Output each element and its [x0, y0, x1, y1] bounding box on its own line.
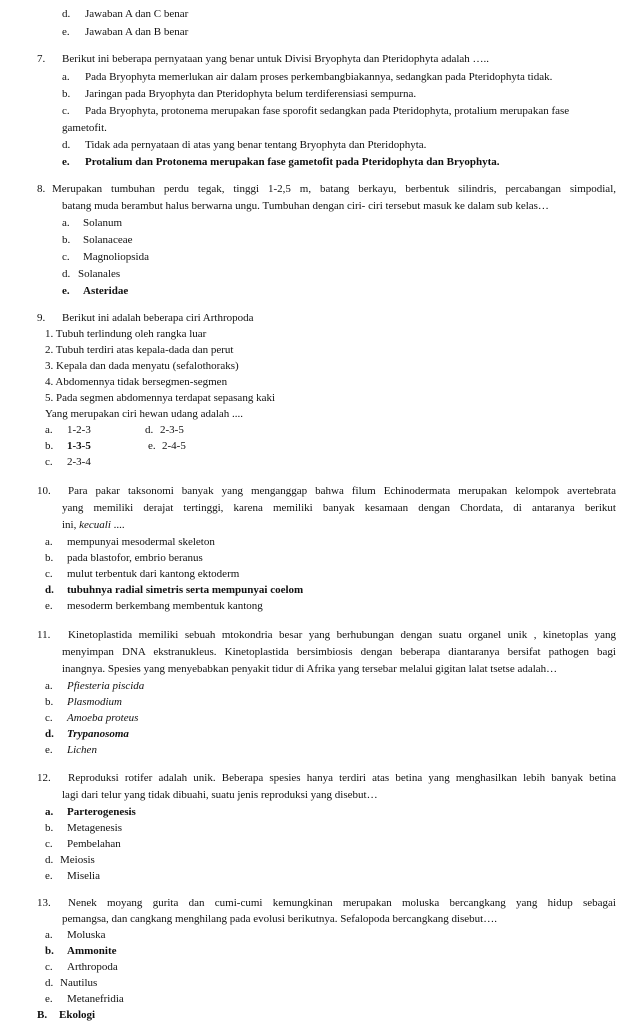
q11-option-e: e. Lichen [45, 744, 97, 756]
q13-option-e: e. Metanefridia [45, 993, 124, 1005]
q10-option-c: c. mulut terbentuk dari kantong ektoderm [45, 568, 240, 580]
q9-stem: Berikut ini adalah beberapa ciri Arthropoda [62, 312, 254, 324]
q8-stem-line2: batang muda berambut halus berwarna ungu. Tumbuhan dengan ciri- ciri tersebut masuk ke dalam sub kelas… [62, 200, 549, 212]
q7-option-c: c. Pada Bryophyta, protonema merupakan fase sporofit sedangkan pada Pteridophyta, protalium merupakan fase [62, 105, 570, 117]
q8-number: 8. [37, 183, 46, 195]
q6-option-e: e. Jawaban A dan B benar [62, 26, 189, 38]
q10-number: 10. [37, 485, 51, 497]
q9-item: 3. Kepala dan dada menyatu (sefalothoraks) [45, 360, 239, 372]
q7-stem: Berikut ini beberapa pernyataan yang benar untuk Divisi Bryophyta dan Pteridophyta adalah ….. [62, 53, 490, 65]
q10-option-b: b. pada blastofor, embrio beranus [45, 552, 203, 564]
q11-option-b: b. Plasmodium [45, 696, 122, 708]
q8-option-e: e. Asteridae [62, 285, 129, 297]
q9-item: 5. Pada segmen abdomennya terdapat sepasang kaki [45, 392, 276, 404]
q13-stem-line1: Nenek moyang gurita dan cumi-cumi kemungkinan merupakan moluska bercangkang yang hidup sebagai [68, 897, 616, 909]
q11-number: 11. [37, 629, 51, 641]
q9-option-a: a. 1-2-3 [45, 424, 91, 436]
q11-option-c: c. Amoeba proteus [45, 712, 139, 724]
q9-option-d: d. 2-3-5 [145, 424, 184, 436]
q12-option-c: c. Pembelahan [45, 838, 121, 850]
q12-stem-line2: lagi dari telur yang tidak dibuahi, suatu jenis reproduksi yang disebut… [62, 789, 378, 801]
q6-option-d: d. Jawaban A dan C benar [62, 8, 189, 20]
q9-option-b: b. 1-3-5 [45, 440, 91, 452]
q9-item: 2. Tubuh terdiri atas kepala-dada dan perut [45, 344, 234, 356]
q7-option-d: d. Tidak ada pernyataan di atas yang benar tentang Bryophyta dan Pteridophyta. [62, 139, 427, 151]
section-heading: B. Ekologi [37, 1009, 96, 1021]
q8-option-b: b. Solanaceae [62, 234, 133, 246]
q8-stem-line1: Merupakan tumbuhan perdu tegak, tinggi 1-2,5 m, batang berkayu, berbentuk silindris, percabangan simpodial, [52, 183, 616, 195]
q13-option-d: d. Nautilus [45, 977, 98, 989]
q9-item: 1. Tubuh terlindung oleh rangka luar [45, 328, 207, 340]
q9-option-e: e. 2-4-5 [148, 440, 186, 452]
q8-option-c: c. Magnoliopsida [62, 251, 149, 263]
q13-option-a: a. Moluska [45, 929, 106, 941]
q11-stem-line3: inangnya. Spesies yang menyebabkan penyakit tidur di Afrika yang tersebar melalui gigitan lalat tsetse adalah… [62, 663, 558, 675]
q12-option-e: e. Miselia [45, 870, 100, 882]
q11-stem-line1: Kinetoplastida memiliki sebuah mtokondria besar yang berhubungan dengan suatu organel unik , kinetoplas yang [68, 629, 616, 641]
q11-option-d: d. Trypanosoma [45, 728, 129, 740]
q12-option-b: b. Metagenesis [45, 822, 122, 834]
q13-stem-line2: pemangsa, dan cangkang menghilang pada evolusi berikutnya. Sefalopoda bercangkang disebut…. [62, 913, 497, 925]
q7-number: 7. [37, 53, 46, 65]
q10-stem-line1: Para pakar taksonomi banyak yang menganggap bahwa filum Echinodermata merupakan kelompok avertebrata [68, 485, 616, 497]
q13-option-b: b. Ammonite [45, 945, 117, 957]
q7-option-c-cont: gametofit. [62, 122, 107, 134]
q13-number: 13. [37, 897, 51, 909]
q7-option-b: b. Jaringan pada Bryophyta dan Pteridophyta belum terdiferensiasi sempurna. [62, 88, 417, 100]
q10-stem-line2: yang memiliki derajat tertinggi, karena memiliki banyak kesamaan dengan Chordata, di antaranya berikut [62, 502, 616, 514]
q12-number: 12. [37, 772, 51, 784]
q7-option-a: a. Pada Bryophyta memerlukan air dalam proses perkembangbiakannya, sedangkan pada Pteridophyta tidak. [62, 71, 553, 83]
q12-stem-line1: Reproduksi rotifer adalah unik. Beberapa spesies hanya terdiri atas betina yang menghasilkan lebih banyak betina [68, 772, 616, 784]
q9-number: 9. [37, 312, 46, 324]
q10-option-e: e. mesoderm berkembang membentuk kantong [45, 600, 263, 612]
q10-stem-line3: ini, kecuali .... [62, 519, 125, 531]
q11-option-a: a. Pfiesteria piscida [45, 680, 145, 692]
q9-option-c: c. 2-3-4 [45, 456, 91, 468]
q8-option-a: a. Solanum [62, 217, 123, 229]
q11-stem-line2: menyimpan DNA ekstranukleus. Kinetoplastida bersimbiosis dengan beberapa diantaranya bersifat pathogen bagi [62, 646, 616, 658]
q12-option-d: d. Meiosis [45, 854, 95, 866]
q10-option-a: a. mempunyai mesodermal skeleton [45, 536, 215, 548]
q8-option-d: d. Solanales [62, 268, 121, 280]
q9-item: 4. Abdomennya tidak bersegmen-segmen [45, 376, 228, 388]
q7-option-e: e. Protalium dan Protonema merupakan fase gametofit pada Pteridophyta dan Bryophyta. [62, 156, 500, 168]
q10-option-d: d. tubuhnya radial simetris serta mempunyai coelom [45, 584, 304, 596]
q13-option-c: c. Arthropoda [45, 961, 118, 973]
q9-question: Yang merupakan ciri hewan udang adalah .... [45, 408, 244, 420]
q12-option-a: a. Parterogenesis [45, 806, 136, 818]
